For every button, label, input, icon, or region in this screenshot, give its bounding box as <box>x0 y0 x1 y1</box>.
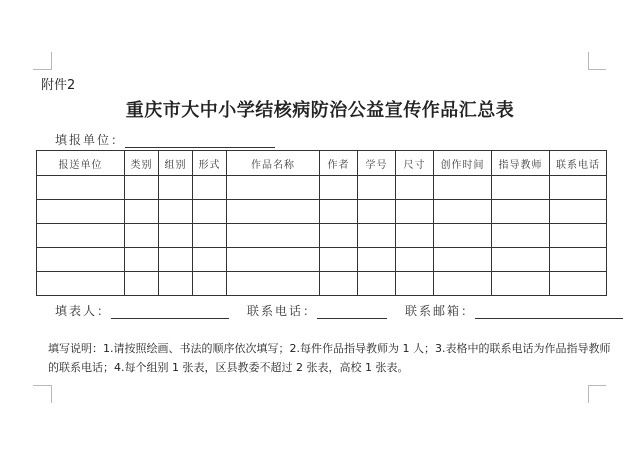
table-cell[interactable] <box>320 224 358 248</box>
header-cell: 类别 <box>125 151 159 176</box>
table-cell[interactable] <box>37 176 125 200</box>
table-cell[interactable] <box>434 224 492 248</box>
table-cell[interactable] <box>492 248 550 272</box>
header-cell: 指导教师 <box>492 151 550 176</box>
table-cell[interactable] <box>434 200 492 224</box>
table-cell[interactable] <box>550 272 607 296</box>
table-cell[interactable] <box>193 176 227 200</box>
header-cell: 联系电话 <box>550 151 607 176</box>
table-cell[interactable] <box>37 224 125 248</box>
table-cell[interactable] <box>320 176 358 200</box>
table-row <box>37 224 607 248</box>
document-title: 重庆市大中小学结核病防治公益宣传作品汇总表 <box>125 100 515 121</box>
table-cell[interactable] <box>550 224 607 248</box>
table-cell[interactable] <box>227 272 320 296</box>
table-cell[interactable] <box>550 248 607 272</box>
attachment-label: 附件2 <box>41 78 76 93</box>
table-cell[interactable] <box>396 224 434 248</box>
table-cell[interactable] <box>37 200 125 224</box>
reporting-unit-row <box>55 131 275 148</box>
table-cell[interactable] <box>159 272 193 296</box>
table-cell[interactable] <box>125 200 159 224</box>
table-cell[interactable] <box>320 248 358 272</box>
crop-mark-top-left-v <box>51 52 52 70</box>
table-cell[interactable] <box>227 248 320 272</box>
email-field[interactable] <box>475 304 623 319</box>
table-row <box>37 248 607 272</box>
table-cell[interactable] <box>434 248 492 272</box>
table-cell[interactable] <box>396 200 434 224</box>
table-cell[interactable] <box>358 200 396 224</box>
table-cell[interactable] <box>159 224 193 248</box>
header-cell: 作品名称 <box>227 151 320 176</box>
filler-field[interactable] <box>111 304 229 319</box>
crop-mark-bottom-left-h <box>33 385 51 386</box>
table-cell[interactable] <box>193 272 227 296</box>
table-cell[interactable] <box>227 176 320 200</box>
table-cell[interactable] <box>434 272 492 296</box>
table-cell[interactable] <box>358 272 396 296</box>
header-cell: 学号 <box>358 151 396 176</box>
table-cell[interactable] <box>37 248 125 272</box>
crop-mark-top-right-v <box>588 52 589 70</box>
table-cell[interactable] <box>550 176 607 200</box>
table-cell[interactable] <box>396 272 434 296</box>
table-cell[interactable] <box>227 200 320 224</box>
reporting-unit-label: 填报单位： <box>55 133 126 147</box>
table-cell[interactable] <box>492 272 550 296</box>
crop-mark-bottom-right-h <box>588 385 606 386</box>
filler-label: 填表人： <box>55 304 112 318</box>
works-summary-table <box>36 150 607 296</box>
header-cell: 作者 <box>320 151 358 176</box>
table-cell[interactable] <box>227 224 320 248</box>
header-cell: 报送单位 <box>37 151 125 176</box>
table-cell[interactable] <box>193 200 227 224</box>
reporting-unit-field[interactable] <box>125 133 275 148</box>
table-cell[interactable] <box>320 272 358 296</box>
table-row <box>37 272 607 296</box>
table-cell[interactable] <box>125 224 159 248</box>
header-cell: 尺寸 <box>396 151 434 176</box>
table-cell[interactable] <box>396 176 434 200</box>
table-row <box>37 200 607 224</box>
email-label: 联系邮箱： <box>405 304 476 318</box>
table-header-row <box>37 151 607 176</box>
table-cell[interactable] <box>125 176 159 200</box>
table-cell[interactable] <box>396 248 434 272</box>
table-cell[interactable] <box>358 176 396 200</box>
crop-mark-top-left-h <box>33 69 51 70</box>
table-cell[interactable] <box>492 176 550 200</box>
table-cell[interactable] <box>125 272 159 296</box>
table-cell[interactable] <box>159 200 193 224</box>
table-cell[interactable] <box>550 200 607 224</box>
table-cell[interactable] <box>193 248 227 272</box>
table-cell[interactable] <box>434 176 492 200</box>
phone-field[interactable] <box>317 304 387 319</box>
crop-mark-top-right-h <box>588 69 606 70</box>
table-cell[interactable] <box>159 248 193 272</box>
header-cell: 形式 <box>193 151 227 176</box>
table-cell[interactable] <box>358 248 396 272</box>
table-cell[interactable] <box>492 200 550 224</box>
contact-row <box>55 302 623 319</box>
header-cell: 组别 <box>159 151 193 176</box>
table-cell[interactable] <box>492 224 550 248</box>
table-cell[interactable] <box>37 272 125 296</box>
crop-mark-bottom-right-v <box>588 385 589 403</box>
table-row <box>37 176 607 200</box>
phone-label: 联系电话： <box>247 304 318 318</box>
crop-mark-bottom-left-v <box>51 385 52 403</box>
table-cell[interactable] <box>125 248 159 272</box>
table-cell[interactable] <box>159 176 193 200</box>
table-cell[interactable] <box>193 224 227 248</box>
table-cell[interactable] <box>320 200 358 224</box>
table-cell[interactable] <box>358 224 396 248</box>
filling-instructions: 填写说明：1.请按照绘画、书法的顺序依次填写；2.每件作品指导教师为 1 人；3.表格中的联系电话为作品指导教师的联系电话；4.每个组别 1 张表，区县教委不超过 2 张表，高校 1 张表。 <box>48 342 611 374</box>
header-cell: 创作时间 <box>434 151 492 176</box>
